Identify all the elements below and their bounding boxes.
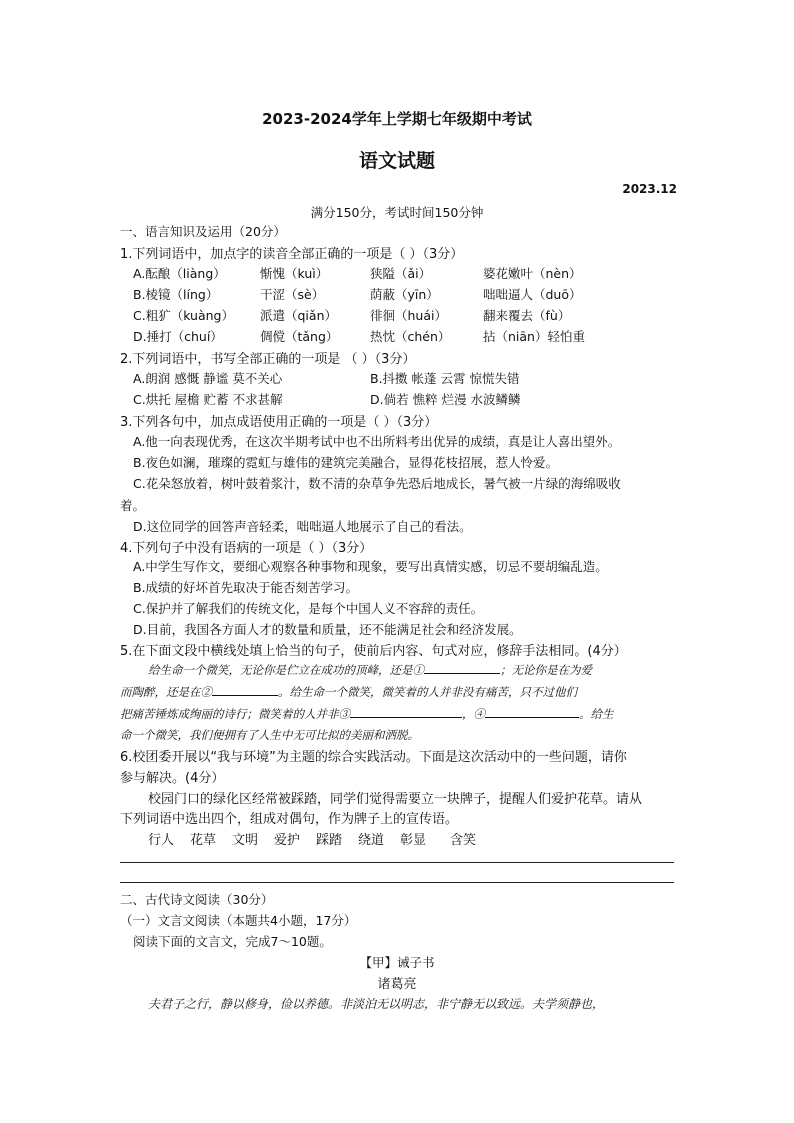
- q6-word-7: 彰显: [400, 833, 427, 848]
- passage-first-line: 夫君子之行，静以修身，俭以养德。非淡泊无以明志，非宁静无以致远。夫学须静也，: [148, 997, 605, 1011]
- answer-line-2[interactable]: [120, 882, 674, 883]
- section-2-instruction: 阅读下面的文言文，完成7～10题。: [133, 934, 332, 949]
- q1-b-3: 荫蔽（yīn）: [370, 287, 439, 302]
- q5-blank-2[interactable]: [212, 683, 278, 696]
- q5-line3: [120, 705, 614, 722]
- section-1-title: 一、语言知识及运用（20分）: [120, 224, 286, 239]
- q5-line1-a: 给生命一个微笑，无论你是伫立在成功的顶峰，还是①: [148, 663, 424, 677]
- q1-a-2: 惭愧（kuì）: [260, 266, 329, 281]
- q6-word-1: 行人: [148, 833, 175, 848]
- answer-line-1[interactable]: [120, 862, 674, 863]
- q6-word-3: 文明: [232, 833, 259, 848]
- q1-b-2: 干涩（sè）: [260, 287, 325, 302]
- q4-b: B.成绩的好坏首先取决于能否刻苦学习。: [133, 580, 359, 595]
- q5-line2: [120, 683, 577, 700]
- q5-line2-a: 而陶醉，还是在②: [120, 685, 212, 699]
- q2-d: D.倘若 憔粹 烂漫 水波鳞鳞: [370, 392, 521, 407]
- q2-stem: 2.下列词语中，书写全部正确的一项是 （ ）（3分）: [120, 352, 416, 367]
- q5-blank-3[interactable]: [350, 705, 462, 718]
- q1-b-1: B.棱镜（líng）: [133, 287, 219, 302]
- q5-stem: 5.在下面文段中横线处填上恰当的句子，使前后内容、句式对应，修辞手法相同。(4分）: [120, 644, 627, 659]
- q3-b: B.夜色如澜，璀璨的霓虹与雄伟的建筑完美融合，显得花枝招展，惹人怜爱。: [133, 455, 559, 470]
- q4-c: C.保护并了解我们的传统文化，是每个中国人义不容辞的责任。: [133, 601, 484, 616]
- q1-stem: 1.下列词语中，加点字的读音全部正确的一项是（ ）（3分）: [120, 247, 464, 262]
- q2-c: C.烘托 屋檐 贮蓄 不求甚解: [133, 392, 283, 407]
- q1-d-3: 热忱（chén）: [370, 329, 451, 344]
- q4-stem: 4.下列句子中没有语病的一项是（ ）（3分）: [120, 541, 373, 556]
- q3-d: D.这位同学的回答声音轻柔，咄咄逼人地展示了自己的看法。: [133, 519, 472, 534]
- q6-body-line1: 校园门口的绿化区经常被踩踏，同学们觉得需要立一块牌子，提醒人们爱护花草。请从: [148, 792, 643, 807]
- q5-line1: [148, 661, 592, 678]
- q6-word-list: [0, 829, 794, 847]
- q1-c-3: 徘徊（huái）: [370, 308, 447, 323]
- q5-line2-b: 。给生命一个微笑，微笑着的人并非没有痛苦，只不过他们: [278, 685, 577, 699]
- exam-date: 2023.12: [622, 182, 677, 196]
- q6-word-8: 含笑: [450, 833, 477, 848]
- q2-row-2: [0, 390, 794, 408]
- q4-d: D.目前，我国各方面人才的数量和质量，还不能满足社会和经济发展。: [133, 622, 522, 637]
- q3-c-line1: C.花朵怒放着，树叶鼓着浆汁，数不清的杂草争先恐后地成长，暑气被一片绿的海绵吸收: [133, 476, 621, 491]
- q5-line1-b: ；无论你是在为爱: [500, 663, 592, 677]
- q4-a: A.中学生写作文，要细心观察各种事物和现象，要写出真情实感，切忌不要胡编乱造。: [133, 559, 608, 574]
- q6-word-4: 爱护: [274, 833, 301, 848]
- passage-title: 【甲】诫子书: [359, 955, 435, 970]
- q5-line4: 命一个微笑，我们便拥有了人生中无可比拟的美丽和洒脱。: [120, 728, 419, 742]
- q5-blank-1[interactable]: [424, 661, 500, 674]
- exam-subtitle: 语文试题: [358, 150, 435, 172]
- q2-a: A.朗润 感慨 静谧 莫不关心: [133, 371, 283, 386]
- q1-a-3: 狭隘（ǎi）: [370, 266, 432, 281]
- q3-stem: 3.下列各句中，加点成语使用正确的一项是（ ）（3分）: [120, 415, 438, 430]
- passage-author: 诸葛亮: [377, 977, 417, 992]
- section-2-subtitle: （一）文言文阅读（本题共4小题，17分）: [120, 913, 357, 928]
- section-2-title: 二、古代诗文阅读（30分）: [120, 892, 274, 907]
- q1-row-b: [0, 285, 794, 303]
- q2-row-1: [0, 369, 794, 387]
- q6-word-6: 绕道: [358, 833, 385, 848]
- q1-b-4: 咄咄逼人（duō）: [483, 287, 582, 302]
- q6-stem-line2: 参与解决。(4分）: [120, 771, 225, 786]
- q1-d-1: D.捶打（chuí）: [133, 329, 223, 344]
- q2-b: B.抖擞 帐蓬 云霄 惊慌失错: [370, 371, 520, 386]
- q6-word-5: 踩踏: [316, 833, 343, 848]
- q1-c-1: C.粗犷（kuàng）: [133, 308, 234, 323]
- q1-row-d: [0, 327, 794, 345]
- q1-c-4: 翻来覆去（fù）: [483, 308, 571, 323]
- q1-d-2: 倜傥（tǎng）: [260, 329, 339, 344]
- q5-line3-b: ，④: [462, 707, 485, 721]
- q5-blank-4[interactable]: [485, 705, 579, 718]
- exam-meta: 满分150分，考试时间150分钟: [310, 205, 484, 220]
- q1-d-4: 拈（niān）轻怕重: [483, 329, 585, 344]
- q5-line3-c: 。给生: [579, 707, 614, 721]
- q5-line3-a: 把痛苦锤炼成绚丽的诗行；微笑着的人并非③: [120, 707, 350, 721]
- q6-body-line2: 下列词语中选出四个，组成对偶句，作为牌子上的宣传语。: [120, 812, 459, 827]
- q3-a: A.他一向表现优秀，在这次半期考试中也不出所料考出优异的成绩，真是让人喜出望外。: [133, 434, 621, 449]
- q1-a-1: A.酝酿（liàng）: [133, 266, 226, 281]
- q1-row-a: [0, 264, 794, 282]
- exam-title: 2023-2024学年上学期七年级期中考试: [262, 110, 532, 128]
- q1-a-4: 婆花嫩叶（nèn）: [483, 266, 582, 281]
- q3-c-line2: 着。: [120, 498, 146, 513]
- q6-stem-line1: 6.校团委开展以“我与环境”为主题的综合实践活动。下面是这次活动中的一些问题，请你: [120, 750, 627, 765]
- q1-row-c: [0, 306, 794, 324]
- q6-word-2: 花草: [190, 833, 217, 848]
- q1-c-2: 派遣（qiǎn）: [260, 308, 337, 323]
